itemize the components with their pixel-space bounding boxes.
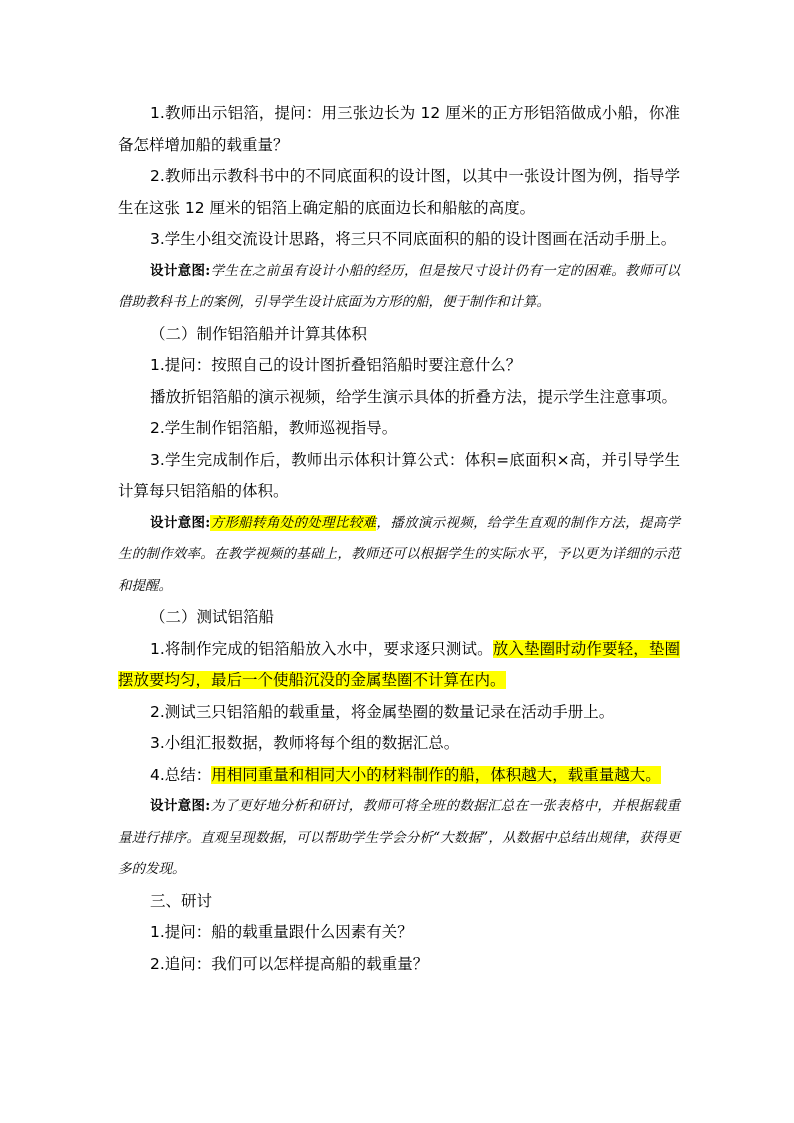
- note-label: 设计意图:: [150, 514, 211, 531]
- highlighted-text: 放入垫圈时动作要轻，垫圈摆放要均匀，最后一个使船沉没的金属垫圈不计算在内。: [118, 639, 680, 689]
- paragraph: 2.学生制作铝箔船，教师巡视指导。: [150, 419, 398, 437]
- paragraph: [118, 634, 680, 697]
- note-text: 为了更好地分析和研讨，教师可将全班的数据汇总在一张表格中，并根据载重量进行排序。直观呈现数据，可以帮助学生学会分析“大数据”，从数据中总结出规律，获得更多的发现。: [118, 798, 680, 877]
- document-body: [118, 98, 680, 980]
- paragraph: 1.提问：船的载重量跟什么因素有关？: [150, 923, 413, 941]
- paragraph: 3.学生完成制作后，教师出示体积计算公式：体积=底面积×高，并引导学生计算每只铝箔船的体积。: [118, 450, 680, 500]
- section-heading: （二）测试铝箔船: [150, 608, 275, 626]
- paragraph: 播放折铝箔船的演示视频，给学生演示具体的折叠方法，提示学生注意事项。: [150, 387, 678, 406]
- design-intent-note: [118, 791, 680, 886]
- note-label: 设计意图:: [150, 262, 211, 279]
- paragraph: 1.提问：按照自己的设计图折叠铝箔船时要注意什么？: [150, 356, 522, 374]
- design-intent-note: [118, 256, 680, 319]
- paragraph-text: 4.总结：: [150, 765, 212, 784]
- note-label: 设计意图:: [150, 798, 211, 814]
- paragraph: 2.测试三只铝箔船的载重量，将金属垫圈的数量记录在活动手册上。: [150, 702, 615, 721]
- highlighted-text: 用相同重量和相同大小的材料制作的船，体积越大，载重量越大。: [211, 765, 661, 784]
- highlighted-text: 方形船转角处的处理比较难: [210, 514, 377, 531]
- paragraph-text: 1.将制作完成的铝箔船放入水中，要求逐只测试。: [150, 639, 493, 658]
- note-text: ，播放演示视频，给学生直观的制作方法，提高学生的制作效率。在教学视频的基础上，教师还可以根据学生的实际水平，予以更为详细的示范和提醒。: [118, 514, 681, 594]
- paragraph: 1.教师出示铝箔，提问：用三张边长为 12 厘米的正方形铝箔做成小船，你准备怎样增加船的载重量？: [118, 104, 680, 154]
- paragraph: [118, 760, 680, 792]
- paragraph: 3.小组汇报数据，教师将每个组的数据汇总。: [150, 734, 460, 752]
- section-heading: （二）制作铝箔船并计算其体积: [150, 324, 368, 343]
- section-heading: 三、研讨: [150, 891, 213, 910]
- paragraph: 3.学生小组交流设计思路，将三只不同底面积的船的设计图画在活动手册上。: [150, 230, 677, 248]
- design-intent-note: [118, 508, 680, 603]
- paragraph: 2.追问：我们可以怎样提高船的载重量？: [150, 954, 429, 973]
- paragraph: 2.教师出示教科书中的不同底面积的设计图，以其中一张设计图为例，指导学生在这张 12 厘米的铝箔上确定船的底面边长和船舷的高度。: [118, 167, 680, 217]
- note-text: 学生在之前虽有设计小船的经历，但是按尺寸设计仍有一定的困难。教师可以借助教科书上的案例，引导学生设计底面为方形的船，便于制作和计算。: [118, 262, 680, 310]
